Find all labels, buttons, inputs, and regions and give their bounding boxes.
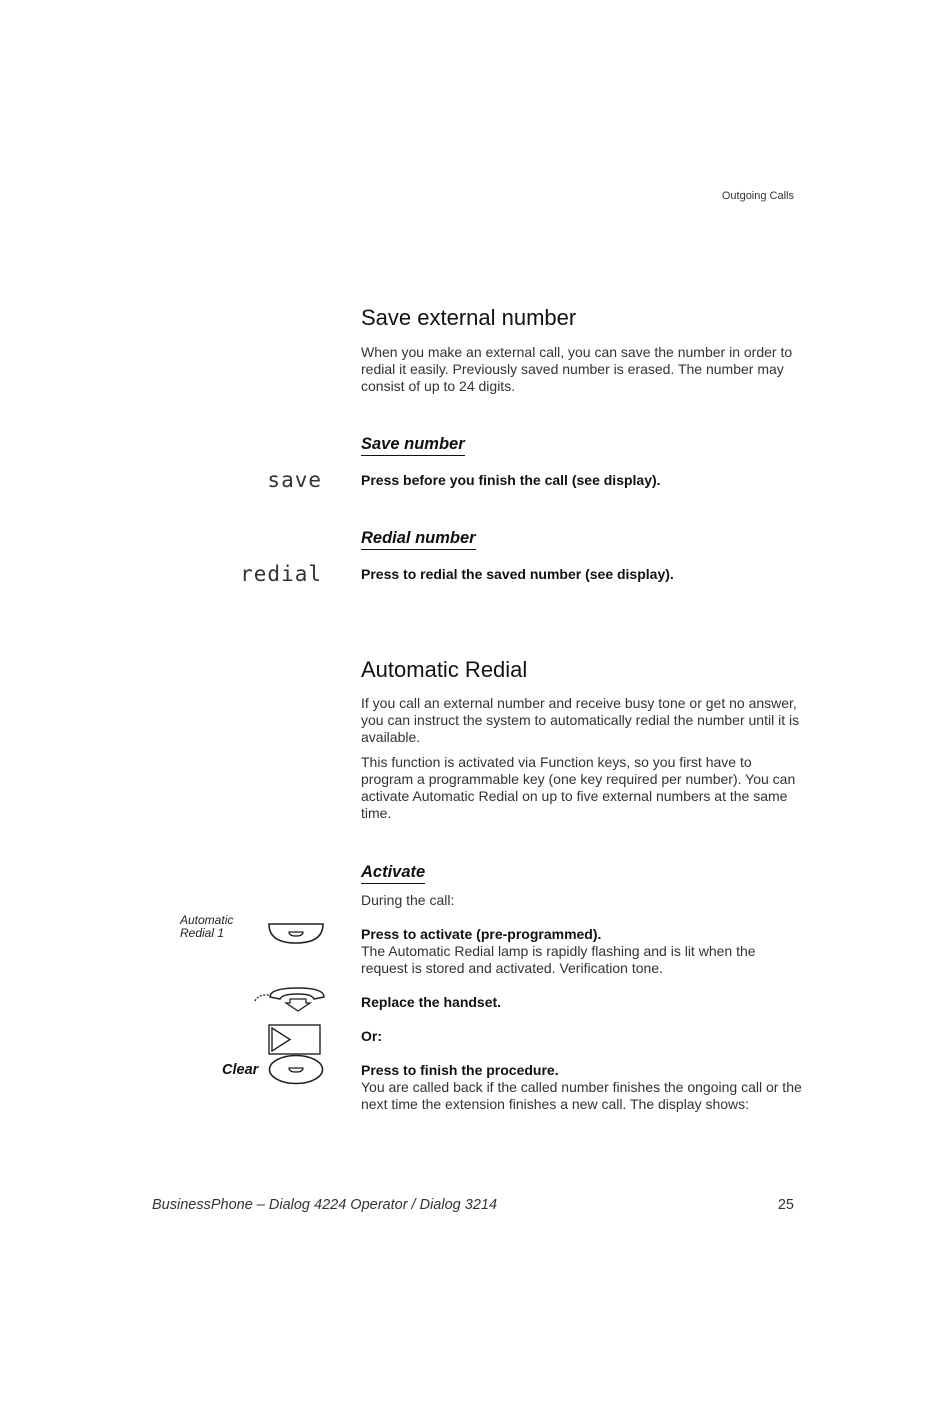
step3-instruction: Press to finish the procedure. xyxy=(361,1062,559,1078)
redial-number-heading: Redial number xyxy=(361,529,476,550)
activate-heading: Activate xyxy=(361,863,425,884)
display-arrow-icon xyxy=(268,1024,322,1056)
function-key-label: Automatic Redial 1 xyxy=(180,913,234,940)
clear-key-label: Clear xyxy=(222,1062,259,1078)
function-key-icon[interactable] xyxy=(268,922,324,946)
step2-instruction: Replace the handset. xyxy=(361,994,502,1010)
during-call-text: During the call: xyxy=(361,892,455,908)
auto-redial-para2: This function is activated via Function keys, so you first have to program a programmable key (one key required per number). You can activate Automatic Redial on up to five external numbers at the same time. xyxy=(361,754,796,821)
save-number-heading: Save number xyxy=(361,435,465,456)
page-number: 25 xyxy=(777,1197,794,1213)
running-header: Outgoing Calls xyxy=(721,190,794,202)
footer-title: BusinessPhone – Dialog 4224 Operator / Dialog 3214 xyxy=(152,1197,498,1213)
auto-redial-para1: If you call an external number and receive busy tone or get no answer, you can instruct the system to automatically redial the number until it is available. xyxy=(361,695,800,745)
step1-instruction: Press to activate (pre-programmed). xyxy=(361,926,602,942)
display-text-save: save xyxy=(267,468,322,492)
clear-key-icon[interactable] xyxy=(268,1054,324,1086)
save-external-intro: When you make an external call, you can save the number in order to redial it easily. Previously saved number is erased. The number may consist of up to 24 digits. xyxy=(361,344,793,394)
or-label: Or: xyxy=(361,1028,382,1044)
save-instruction: Press before you finish the call (see display). xyxy=(361,472,661,488)
handset-icon xyxy=(252,985,326,1013)
section-title-save-external-number: Save external number xyxy=(361,305,577,330)
section-title-automatic-redial: Automatic Redial xyxy=(361,657,528,682)
redial-instruction: Press to redial the saved number (see display). xyxy=(361,566,674,582)
step1-description: The Automatic Redial lamp is rapidly flashing and is lit when the request is stored and activated. Verification tone. xyxy=(361,943,756,976)
display-text-redial: redial xyxy=(240,562,322,586)
step3-description: You are called back if the called number finishes the ongoing call or the next time the extension finishes a new call. The display shows: xyxy=(361,1079,802,1112)
